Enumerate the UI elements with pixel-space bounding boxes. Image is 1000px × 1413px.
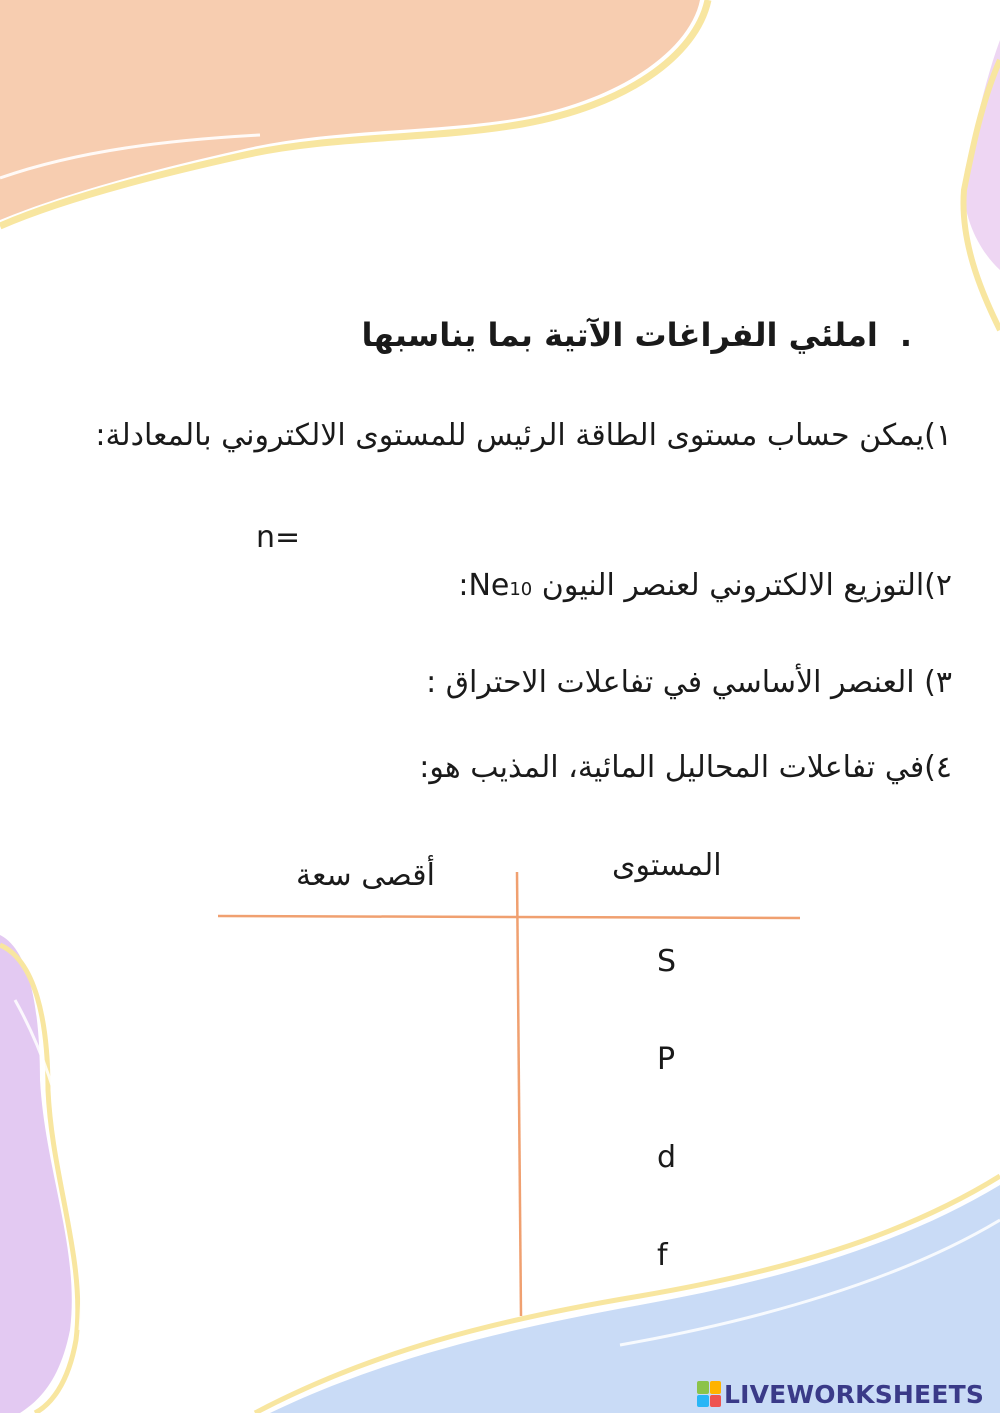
element-symbol-text: Ne <box>468 568 510 603</box>
equation-label: n= <box>256 520 301 555</box>
table-row-p: P <box>657 1042 676 1077</box>
table-row-s: S <box>657 944 677 979</box>
question-2-text: ٢)التوزيع الالكتروني لعنصر النيون <box>532 568 952 603</box>
question-2-colon: : <box>458 568 469 603</box>
table-header-capacity: أقصى سعة <box>296 858 435 893</box>
logo-badge-icon <box>697 1381 721 1407</box>
atomic-number: 10 <box>509 579 533 600</box>
liveworksheets-logo <box>697 1378 984 1410</box>
question-3: ٣) العنصر الأساسي في تفاعلات الاحتراق : <box>426 665 952 700</box>
question-2 <box>458 568 952 603</box>
table-row-d: d <box>657 1140 677 1175</box>
heading-bullet: . <box>899 316 912 354</box>
element-symbol <box>468 568 532 603</box>
table-vertical-line <box>517 872 521 1316</box>
table-header-level: المستوى <box>612 848 722 883</box>
worksheet-heading <box>362 316 912 354</box>
question-1: ١)يمكن حساب مستوى الطاقة الرئيس للمستوى الالكتروني بالمعادلة: <box>95 418 952 453</box>
question-4: ٤)في تفاعلات المحاليل المائية، المذيب هو: <box>419 750 952 785</box>
table-row-f: f <box>657 1238 668 1273</box>
table-horizontal-line <box>218 916 800 918</box>
logo-text: LIVEWORKSHEETS <box>724 1379 985 1409</box>
heading-text: املئي الفراغات الآتية بما يناسبها <box>361 316 878 354</box>
